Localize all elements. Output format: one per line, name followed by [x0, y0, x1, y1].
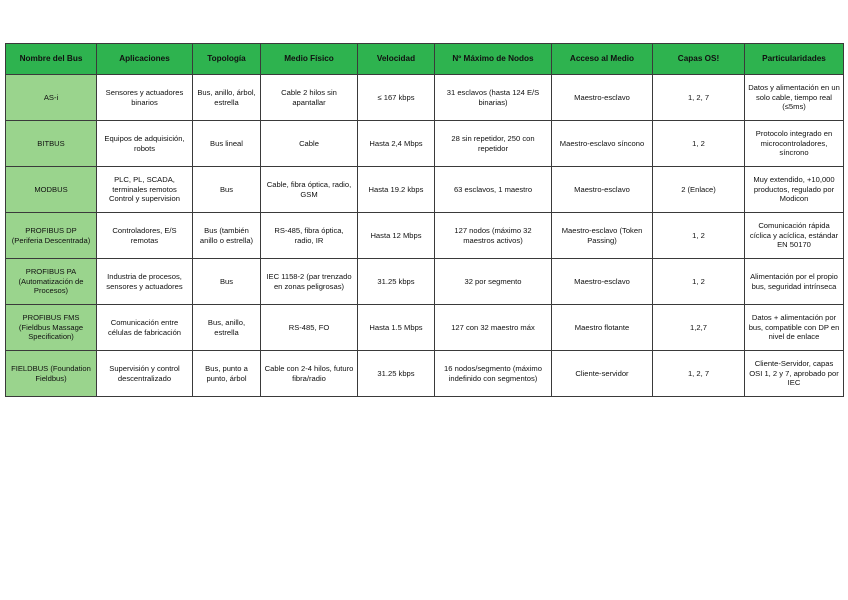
bus-name-cell: FIELDBUS (Foundation Fieldbus): [6, 351, 97, 397]
medium-access-cell: Maestro-esclavo síncono: [552, 121, 653, 167]
osi-layers-cell: 2 (Enlace): [653, 167, 745, 213]
table-row: [6, 167, 844, 213]
fieldbus-comparison-table: [5, 43, 844, 397]
applications-cell: Industria de procesos, sensores y actuadores: [97, 259, 193, 305]
column-header: Topología: [193, 44, 261, 75]
particularities-cell: Protocolo integrado en microcontroladores, síncrono: [745, 121, 844, 167]
speed-cell: Hasta 19.2 kbps: [358, 167, 435, 213]
particularities-cell: Muy extendido, +10,000 productos, regulado por Modicon: [745, 167, 844, 213]
speed-cell: Hasta 12 Mbps: [358, 213, 435, 259]
applications-cell: Supervisión y control descentralizado: [97, 351, 193, 397]
column-header: Acceso al Medio: [552, 44, 653, 75]
osi-layers-cell: 1,2,7: [653, 305, 745, 351]
bus-name-cell: BITBUS: [6, 121, 97, 167]
column-header: Capas OS!: [653, 44, 745, 75]
applications-cell: Equipos de adquisición, robots: [97, 121, 193, 167]
medium-access-cell: Cliente-servidor: [552, 351, 653, 397]
max-nodes-cell: 31 esclavos (hasta 124 E/S binarias): [435, 75, 552, 121]
table-row: [6, 213, 844, 259]
physical-medium-cell: IEC 1158-2 (par trenzado en zonas peligrosas): [261, 259, 358, 305]
topology-cell: Bus, anillo, árbol, estrella: [193, 75, 261, 121]
osi-layers-cell: 1, 2: [653, 121, 745, 167]
osi-layers-cell: 1, 2: [653, 259, 745, 305]
max-nodes-cell: 32 por segmento: [435, 259, 552, 305]
medium-access-cell: Maestro-esclavo: [552, 75, 653, 121]
bus-name-cell: PROFIBUS FMS (Fieldbus Massage Specification): [6, 305, 97, 351]
speed-cell: ≤ 167 kbps: [358, 75, 435, 121]
bus-name-cell: PROFIBUS DP (Periferia Descentrada): [6, 213, 97, 259]
physical-medium-cell: Cable: [261, 121, 358, 167]
topology-cell: Bus lineal: [193, 121, 261, 167]
particularities-cell: Alimentación por el propio bus, seguridad intrínseca: [745, 259, 844, 305]
column-header: Nº Máximo de Nodos: [435, 44, 552, 75]
particularities-cell: Cliente-Servidor, capas OSI 1, 2 y 7, aprobado por IEC: [745, 351, 844, 397]
particularities-cell: Datos + alimentación por bus, compatible con DP en nivel de enlace: [745, 305, 844, 351]
max-nodes-cell: 16 nodos/segmento (máximo indefinido con segmentos): [435, 351, 552, 397]
bus-name-cell: AS-i: [6, 75, 97, 121]
speed-cell: Hasta 2,4 Mbps: [358, 121, 435, 167]
table-body: [6, 75, 844, 397]
applications-cell: PLC, PL, SCADA, terminales remotos Control y supervision: [97, 167, 193, 213]
column-header: Particularidades: [745, 44, 844, 75]
header-row: [6, 44, 844, 75]
table-row: [6, 305, 844, 351]
max-nodes-cell: 127 nodos (máximo 32 maestros activos): [435, 213, 552, 259]
bus-name-cell: PROFIBUS PA (Automatización de Procesos): [6, 259, 97, 305]
table-row: [6, 259, 844, 305]
max-nodes-cell: 28 sin repetidor, 250 con repetidor: [435, 121, 552, 167]
max-nodes-cell: 63 esclavos, 1 maestro: [435, 167, 552, 213]
topology-cell: Bus, punto a punto, árbol: [193, 351, 261, 397]
column-header: Aplicaciones: [97, 44, 193, 75]
topology-cell: Bus, anillo, estrella: [193, 305, 261, 351]
table-row: [6, 121, 844, 167]
osi-layers-cell: 1, 2: [653, 213, 745, 259]
applications-cell: Controladores, E/S remotas: [97, 213, 193, 259]
topology-cell: Bus: [193, 259, 261, 305]
column-header: Nombre del Bus: [6, 44, 97, 75]
medium-access-cell: Maestro-esclavo: [552, 259, 653, 305]
medium-access-cell: Maestro flotante: [552, 305, 653, 351]
applications-cell: Comunicación entre células de fabricación: [97, 305, 193, 351]
bus-name-cell: MODBUS: [6, 167, 97, 213]
speed-cell: Hasta 1.5 Mbps: [358, 305, 435, 351]
physical-medium-cell: RS-485, fibra óptica, radio, IR: [261, 213, 358, 259]
speed-cell: 31.25 kbps: [358, 351, 435, 397]
table-row: [6, 75, 844, 121]
topology-cell: Bus: [193, 167, 261, 213]
physical-medium-cell: Cable 2 hilos sin apantallar: [261, 75, 358, 121]
column-header: Velocidad: [358, 44, 435, 75]
applications-cell: Sensores y actuadores binarios: [97, 75, 193, 121]
osi-layers-cell: 1, 2, 7: [653, 75, 745, 121]
particularities-cell: Comunicación rápida cíclica y acíclica, estándar EN 50170: [745, 213, 844, 259]
osi-layers-cell: 1, 2, 7: [653, 351, 745, 397]
physical-medium-cell: RS-485, FO: [261, 305, 358, 351]
medium-access-cell: Maestro-esclavo: [552, 167, 653, 213]
max-nodes-cell: 127 con 32 maestro máx: [435, 305, 552, 351]
physical-medium-cell: Cable, fibra óptica, radio, GSM: [261, 167, 358, 213]
particularities-cell: Datos y alimentación en un solo cable, tiempo real (≤5ms): [745, 75, 844, 121]
speed-cell: 31.25 kbps: [358, 259, 435, 305]
medium-access-cell: Maestro-esclavo (Token Passing): [552, 213, 653, 259]
topology-cell: Bus (también anillo o estrella): [193, 213, 261, 259]
physical-medium-cell: Cable con 2-4 hilos, futuro fibra/radio: [261, 351, 358, 397]
table-row: [6, 351, 844, 397]
column-header: Medio Físico: [261, 44, 358, 75]
